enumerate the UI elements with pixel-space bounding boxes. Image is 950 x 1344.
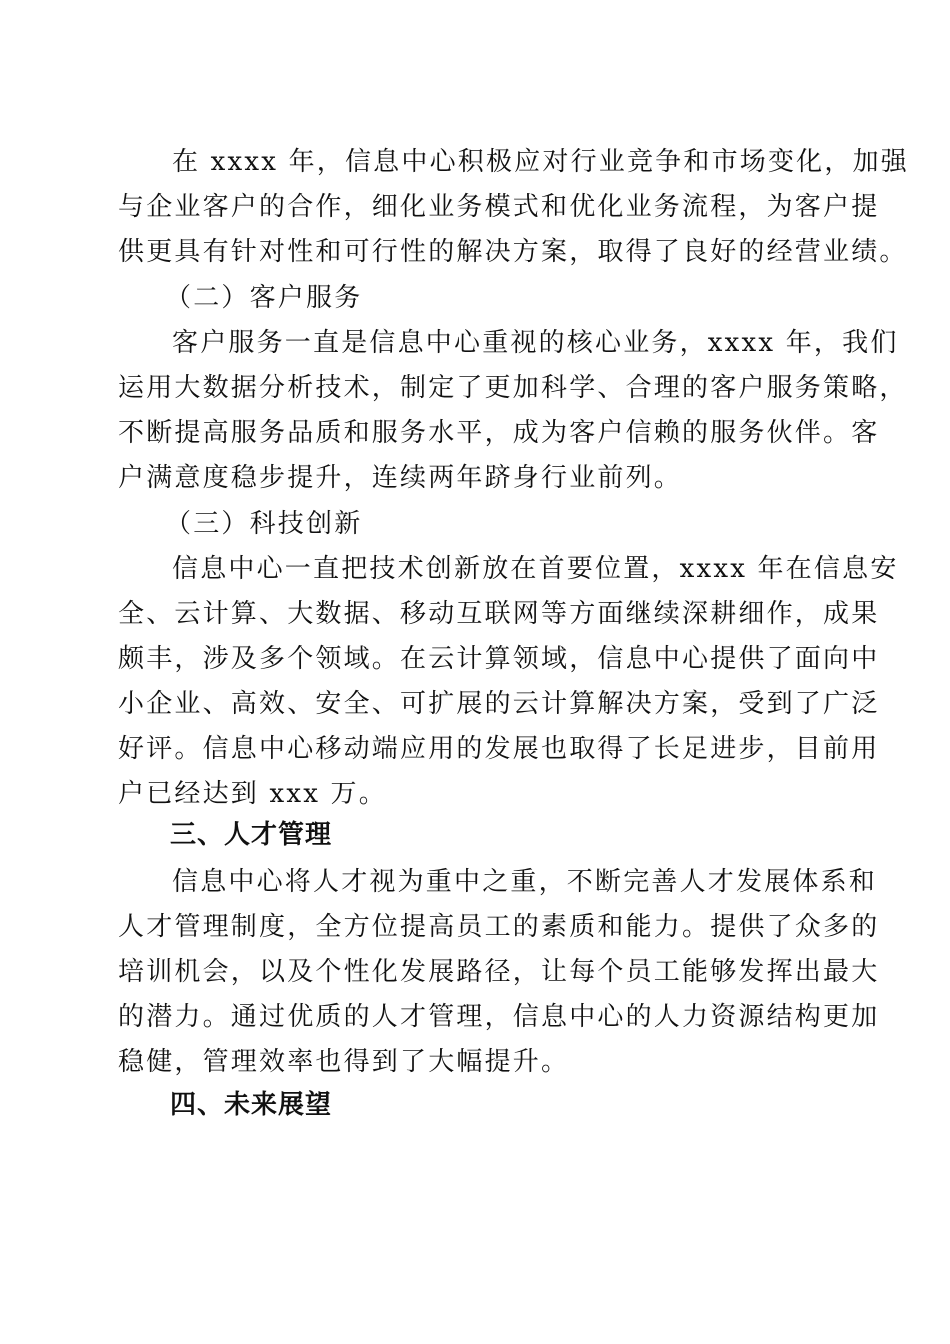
paragraph-line: 稳健，管理效率也得到了大幅提升。 xyxy=(118,1047,570,1077)
paragraph-line: 小企业、高效、安全、可扩展的云计算解决方案，受到了广泛 xyxy=(118,689,880,719)
paragraph-line: 全、云计算、大数据、移动互联网等方面继续深耕细作，成果 xyxy=(118,599,880,629)
paragraph-line: 与企业客户的合作，细化业务模式和优化业务流程，为客户提 xyxy=(118,192,880,222)
subheading-customer-service: （二）客户服务 xyxy=(165,283,363,313)
paragraph-line: 培训机会，以及个性化发展路径，让每个员工能够发挥出最大 xyxy=(118,957,880,987)
paragraph-line: 户已经达到 xxx 万。 xyxy=(118,779,387,809)
paragraph-line: 的潜力。通过优质的人才管理，信息中心的人力资源结构更加 xyxy=(118,1002,880,1032)
paragraph-line: 在 xxxx 年，信息中心积极应对行业竞争和市场变化，加强 xyxy=(172,147,909,177)
paragraph-line: 好评。信息中心移动端应用的发展也取得了长足进步，目前用 xyxy=(118,734,880,764)
paragraph-line: 户满意度稳步提升，连续两年跻身行业前列。 xyxy=(118,463,683,493)
paragraph-line: 客户服务一直是信息中心重视的核心业务，xxxx 年，我们 xyxy=(172,328,899,358)
subheading-tech-innovation: （三）科技创新 xyxy=(165,509,363,539)
paragraph-line: 运用大数据分析技术，制定了更加科学、合理的客户服务策略， xyxy=(118,373,908,403)
paragraph-line: 信息中心一直把技术创新放在首要位置，xxxx 年在信息安 xyxy=(172,554,899,584)
section-heading-talent-management: 三、人才管理 xyxy=(170,820,333,850)
section-heading-future-outlook: 四、未来展望 xyxy=(170,1090,333,1120)
paragraph-line: 不断提高服务品质和服务水平，成为客户信赖的服务伙伴。客 xyxy=(118,418,880,448)
paragraph-line: 信息中心将人才视为重中之重，不断完善人才发展体系和 xyxy=(172,867,878,897)
paragraph-line: 供更具有针对性和可行性的解决方案，取得了良好的经营业绩。 xyxy=(118,237,908,267)
paragraph-line: 人才管理制度，全方位提高员工的素质和能力。提供了众多的 xyxy=(118,912,880,942)
paragraph-line: 颇丰，涉及多个领域。在云计算领域，信息中心提供了面向中 xyxy=(118,644,880,674)
